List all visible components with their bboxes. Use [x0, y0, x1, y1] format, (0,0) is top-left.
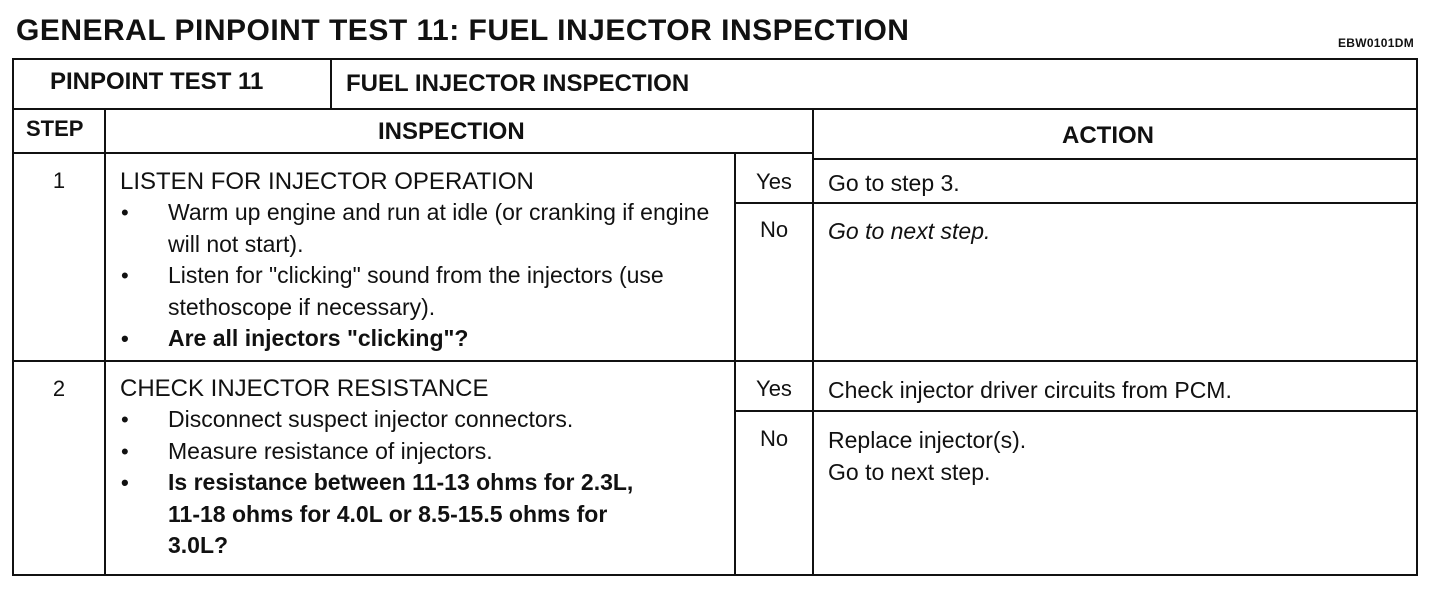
no-action-line: Replace injector(s).	[828, 427, 1027, 453]
rule-below-column-header	[14, 152, 814, 154]
rule-below-action-header	[814, 158, 1416, 160]
column-header-step: STEP	[26, 116, 84, 141]
step-check-list	[118, 197, 718, 355]
yes-label: Yes	[756, 376, 792, 401]
rule-step2-yes-no	[736, 410, 1416, 412]
rule-test-label-divider	[330, 60, 332, 108]
yes-action: Go to step 3.	[828, 170, 960, 196]
yes-label: Yes	[756, 169, 792, 194]
column-header-inspection: INSPECTION	[378, 118, 525, 145]
step-number: 2	[52, 376, 66, 401]
check-question: • Are all injectors "clicking"?	[118, 323, 718, 355]
no-label: No	[759, 217, 789, 242]
rule-step1-yes-no	[736, 202, 1416, 204]
check-question: • Is resistance between 11-13 ohms for 2.3L, 11-18 ohms for 4.0L or 8.5-15.5 ohms for 3.0L?	[118, 467, 638, 562]
step-title: LISTEN FOR INJECTOR OPERATION	[120, 168, 534, 195]
no-action: Go to next step.	[828, 218, 991, 244]
rule-inspection-action-divider	[812, 108, 814, 574]
test-name: FUEL INJECTOR INSPECTION	[346, 70, 690, 97]
rule-yes-no-column	[734, 152, 736, 574]
step-check-list	[118, 404, 638, 562]
check-item: • Warm up engine and run at idle (or cranking if engine will not start).	[118, 197, 718, 260]
no-label: No	[759, 426, 789, 451]
no-action-line: Go to next step.	[828, 459, 991, 485]
test-label: PINPOINT TEST 11	[50, 68, 264, 95]
rule-below-test-header	[14, 108, 1416, 110]
check-item: • Listen for "clicking" sound from the injectors (use stethoscope if necessary).	[118, 260, 718, 323]
column-header-action: ACTION	[1062, 122, 1154, 149]
check-item: • Measure resistance of injectors.	[118, 436, 638, 468]
yes-action: Check injector driver circuits from PCM.	[828, 377, 1232, 403]
check-item: • Disconnect suspect injector connectors.	[118, 404, 638, 436]
rule-between-steps	[14, 360, 1416, 362]
step-number: 1	[52, 168, 66, 193]
document-title: GENERAL PINPOINT TEST 11: FUEL INJECTOR INSPECTION	[16, 14, 910, 47]
step-title: CHECK INJECTOR RESISTANCE	[120, 375, 489, 402]
document-code: EBW0101DM	[1337, 36, 1414, 50]
rule-step-column	[104, 108, 106, 574]
pinpoint-test-table	[12, 58, 1418, 576]
